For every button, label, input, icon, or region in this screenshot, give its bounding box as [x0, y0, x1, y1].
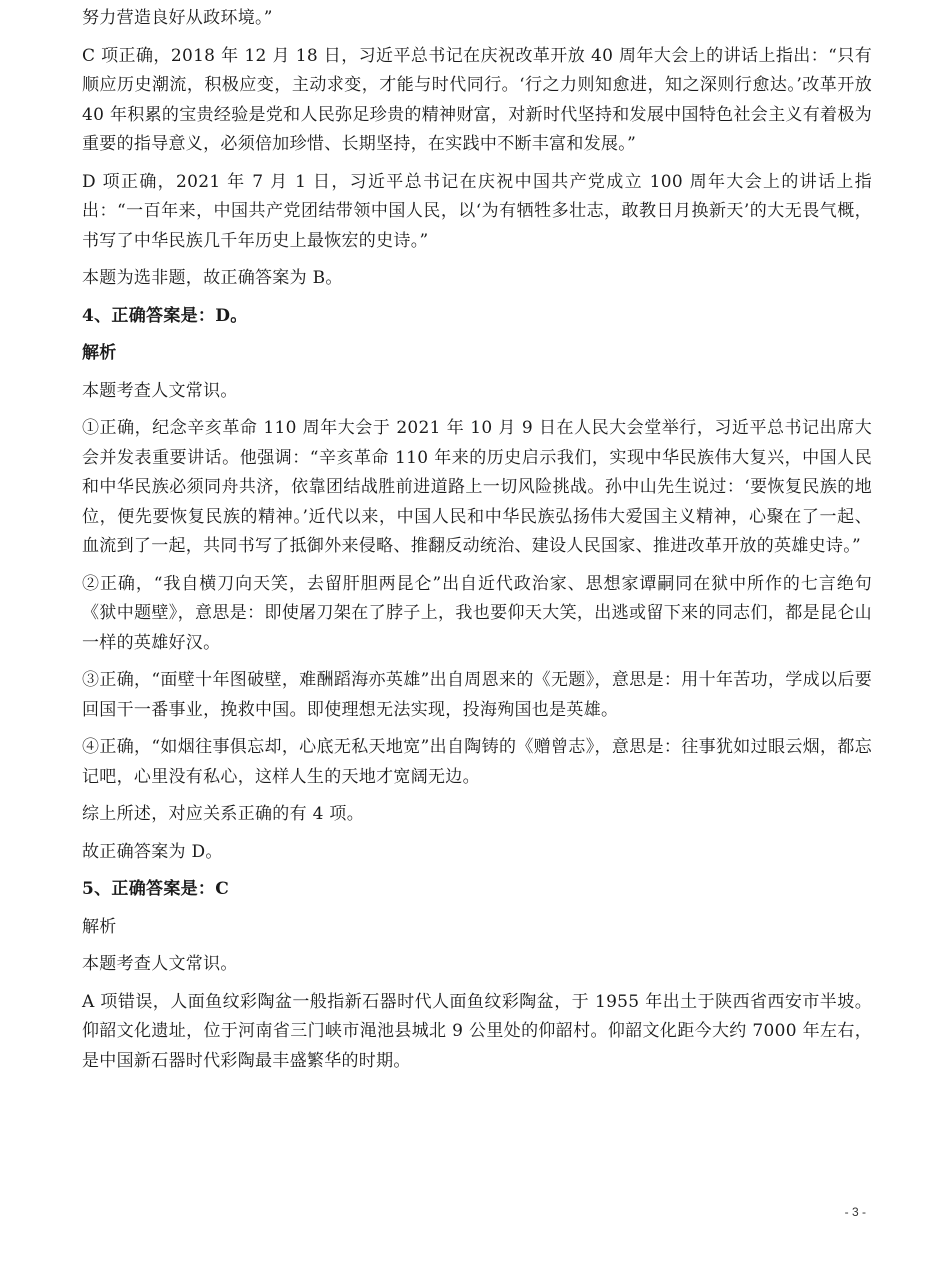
analysis-heading-5: 解析 — [82, 916, 117, 937]
paragraph-option-a: A 项错误，人面鱼纹彩陶盆一般指新石器时代人面鱼纹彩陶盆，于 1955 年出土于陕西省西安市半坡。仰韶文化遗址，位于河南省三门峡市渑池县城北 9 公里处的仰韶村。仰韶文化距今大约 7000 年左右，是中国新石器时代彩陶最丰盛繁华的时期。 — [82, 991, 872, 1071]
paragraph-option-d: D 项正确，2021 年 7 月 1 日，习近平总书记在庆祝中国共产党成立 100 周年大会上的讲话上指出：“一百年来，中国共产党团结带领中国人民，以‘为有牺牲多壮志，敢教日月换新天’的大无畏气概，书写了中华民族几千年历史上最恢宏的史诗。” — [82, 171, 872, 251]
paragraph-item-4: ④正确，“如烟往事俱忘却，心底无私天地宽”出自陶铸的《赠曾志》，意思是：往事犹如过眼云烟，都忘记吧，心里没有私心，这样人生的天地才宽阔无边。 — [82, 737, 872, 787]
paragraph-continuation: 努力营造良好从政环境。” — [82, 8, 273, 28]
paragraph-option-c: C 项正确，2018 年 12 月 18 日，习近平总书记在庆祝改革开放 40 周年大会上的讲话上指出：“只有顺应历史潮流，积极应变，主动求变，才能与时代同行。‘行之力则知愈进，知之深则行愈达。’改革开放 40 年积累的宝贵经验是党和人民弥足珍贵的精神财富，对新时代坚持和发展中国特色社会主义有着极为重要的指导意义，必须倍加珍惜、长期坚持，在实践中不断丰富和发展。” — [82, 45, 872, 154]
topic-line-5: 本题考查人文常识。 — [82, 954, 238, 974]
question-5-answer-heading: 5、正确答案是：C — [82, 879, 230, 899]
paragraph-item-2: ②正确，“我自横刀向天笑，去留肝胆两昆仑”出自近代政治家、思想家谭嗣同在狱中所作的七言绝句《狱中题壁》，意思是：即使屠刀架在了脖子上，我也要仰天大笑，出逃或留下来的同志们，都是昆仑山一样的英雄好汉。 — [82, 573, 872, 653]
summary-line-4: 综上所述，对应关系正确的有 4 项。 — [82, 804, 365, 824]
question-4-answer-heading: 4、正确答案是：D。 — [82, 305, 248, 326]
page-number: - 3 - — [844, 1205, 866, 1219]
analysis-heading-4: 解析 — [82, 343, 117, 363]
final-answer-4: 故正确答案为 D。 — [82, 841, 223, 862]
answer-explanations — [82, 4, 872, 1084]
paragraph-item-3: ③正确，“面壁十年图破壁，难酬蹈海亦英雄”出自周恩来的《无题》，意思是：用十年苦功，学成以后要回国干一番事业，挽救中国。即使理想无法实现，投海殉国也是英雄。 — [82, 670, 872, 720]
paragraph-item-1: ①正确，纪念辛亥革命 110 周年大会于 2021 年 10 月 9 日在人民大会堂举行，习近平总书记出席大会并发表重要讲话。他强调：“辛亥革命 110 年来的历史启示我们，实现中华民族伟大复兴，中国人民和中华民族必须同舟共济，依靠团结战胜前进道路上一切风险挑战。孙中山先生说过：‘要恢复民族的地位，便先要恢复民族的精神。’近代以来，中国人民和中华民族弘扬伟大爱国主义精神，心聚在了一起、血流到了一起，共同书写了抵御外来侵略、推翻反动统治、建设人民国家、推进改革开放的英雄史诗。” — [82, 418, 872, 556]
paragraph-answer-3: 本题为选非题，故正确答案为 B。 — [82, 268, 343, 288]
topic-line-4: 本题考查人文常识。 — [82, 380, 238, 401]
